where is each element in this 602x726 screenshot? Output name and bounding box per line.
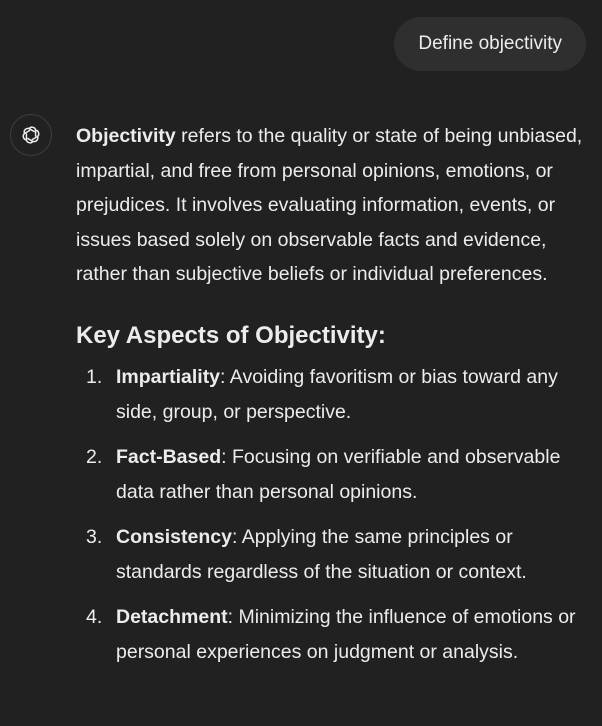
list-item-number: 4. [86,605,103,628]
list-item-number: 2. [86,445,103,468]
user-message-bubble [394,17,586,71]
list-item-term: Detachment [116,605,228,628]
section-heading: Key Aspects of Objectivity: [76,321,386,349]
intro-term: Objectivity [76,125,176,147]
list-item [76,440,591,510]
list-item-term: Impartiality [116,365,221,388]
intro-text: refers to the quality or state of being unbiased, impartial, and free from personal opinions, emotions, or prejudices. It involves evaluating information, events, or issues based solely on observable facts and evidence, rather than subjective beliefs or individual preferences. [76,125,583,286]
list-item-text: : Avoiding favoritism or bias toward any side, group, or perspective. [116,365,558,423]
list-item-text: : Applying the same principles or standards regardless of the situation or context. [116,525,527,583]
aspects-list [76,360,591,670]
list-item-text: : Minimizing the influence of emotions or personal experiences on judgment or analysis. [116,605,576,663]
list-item-number: 3. [86,525,103,548]
user-message-text: Define objectivity [418,33,562,54]
list-item-term: Fact-Based [116,445,222,468]
list-item-number: 1. [86,365,103,388]
intro-paragraph [76,119,591,292]
list-item-text: : Focusing on verifiable and observable data rather than personal opinions. [116,445,561,503]
list-item [76,360,591,430]
list-item-term: Consistency [116,525,232,548]
openai-logo-icon [10,114,52,156]
list-item [76,520,591,590]
list-item [76,600,591,670]
assistant-message [76,119,591,680]
